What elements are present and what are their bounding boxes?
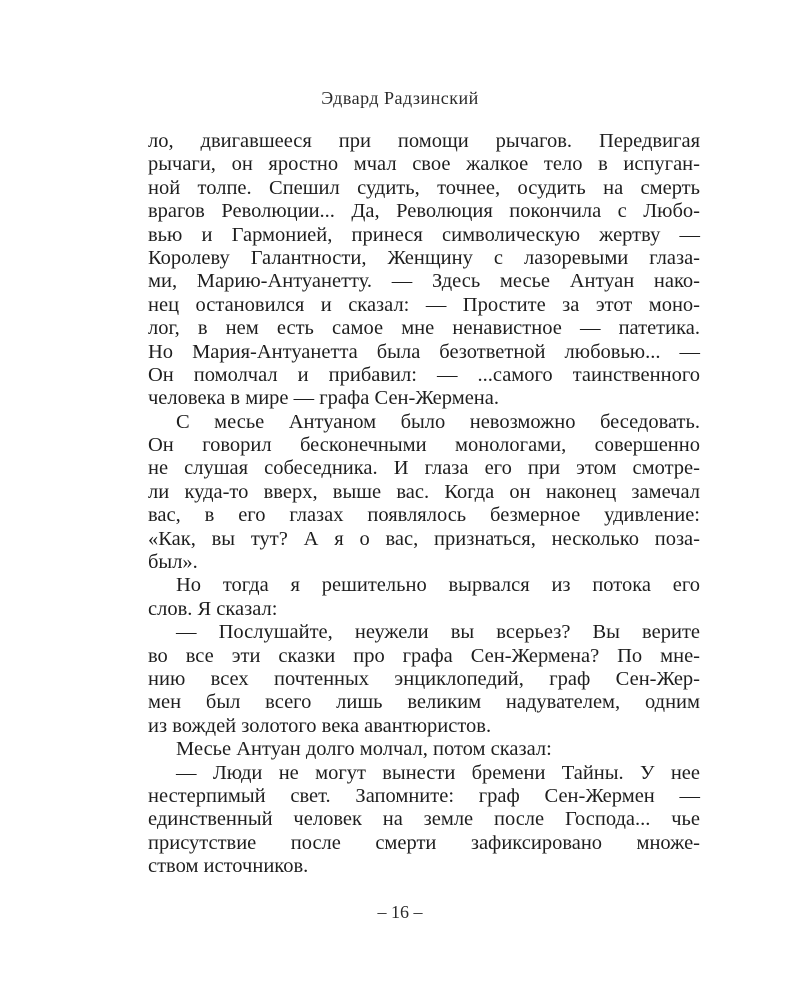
text-line: нию всех почтенных энциклопедий, граф Сен-Жер- xyxy=(148,667,700,690)
running-head-author: Эдвард Радзинский xyxy=(321,88,479,108)
text-line: рычаги, он яростно мчал свое жалкое тело в испуган- xyxy=(148,153,700,176)
text-line: лог, в нем есть самое мне ненавистное — патетика. xyxy=(148,317,700,340)
text-line: — Люди не могут вынести бремени Тайны. У нее xyxy=(176,761,700,784)
text-line: вью и Гармонией, принеся символическую жертву — xyxy=(148,223,700,246)
body-text xyxy=(148,130,700,879)
text-line: человека в мире — графа Сен-Жермена. xyxy=(148,387,499,410)
text-line: ми, Марию-Антуанетту. — Здесь месье Антуан нако- xyxy=(148,270,700,293)
text-line: слов. Я сказал: xyxy=(148,597,278,620)
text-line: врагов Революции... Да, Революция покончила с Любо- xyxy=(148,200,700,223)
text-line: Он помолчал и прибавил: — ...самого таинственного xyxy=(148,363,700,386)
page-number: – 16 – xyxy=(377,902,423,922)
text-line: Он говорил бесконечными монологами, совершенно xyxy=(148,434,700,457)
text-line: ной толпе. Спешил судить, точнее, осудить на смерть xyxy=(148,176,700,199)
text-line: Но Мария-Антуанетта была безответной любовью... — xyxy=(148,340,700,363)
text-line: мен был всего лишь великим надувателем, одним xyxy=(148,691,700,714)
text-line: Но тогда я решительно вырвался из потока его xyxy=(176,574,700,597)
text-line: вас, в его глазах появлялось безмерное удивление: xyxy=(148,504,700,527)
text-line: из вождей золотого века авантюристов. xyxy=(148,714,492,737)
text-line: ли куда-то вверх, выше вас. Когда он наконец замечал xyxy=(148,480,700,503)
text-line: был». xyxy=(148,551,198,574)
text-line: не слушая собеседника. И глаза его при этом смотре- xyxy=(148,457,700,480)
text-line: нестерпимый свет. Запомните: граф Сен-Жермен — xyxy=(148,784,700,807)
text-line: нец остановился и сказал: — Простите за этот моно- xyxy=(148,293,700,316)
text-line: единственный человек на земле после Господа... чье xyxy=(148,808,700,831)
text-line: ло, двигавшееся при помощи рычагов. Передвигая xyxy=(148,130,700,152)
text-line: во все эти сказки про графа Сен-Жермена? По мне- xyxy=(148,644,700,667)
text-line: С месье Антуаном было невозможно беседовать. xyxy=(176,410,700,433)
text-line: «Как, вы тут? А я о вас, признаться, несколько поза- xyxy=(148,527,700,550)
text-line: ством источников. xyxy=(148,855,309,878)
text-line: — Послушайте, неужели вы всерьез? Вы верите xyxy=(176,621,700,644)
text-line: Месье Антуан долго молчал, потом сказал: xyxy=(176,738,552,761)
text-line: присутствие после смерти зафиксировано множе- xyxy=(148,831,700,854)
text-line: Королеву Галантности, Женщину с лазоревыми глаза- xyxy=(148,246,700,269)
